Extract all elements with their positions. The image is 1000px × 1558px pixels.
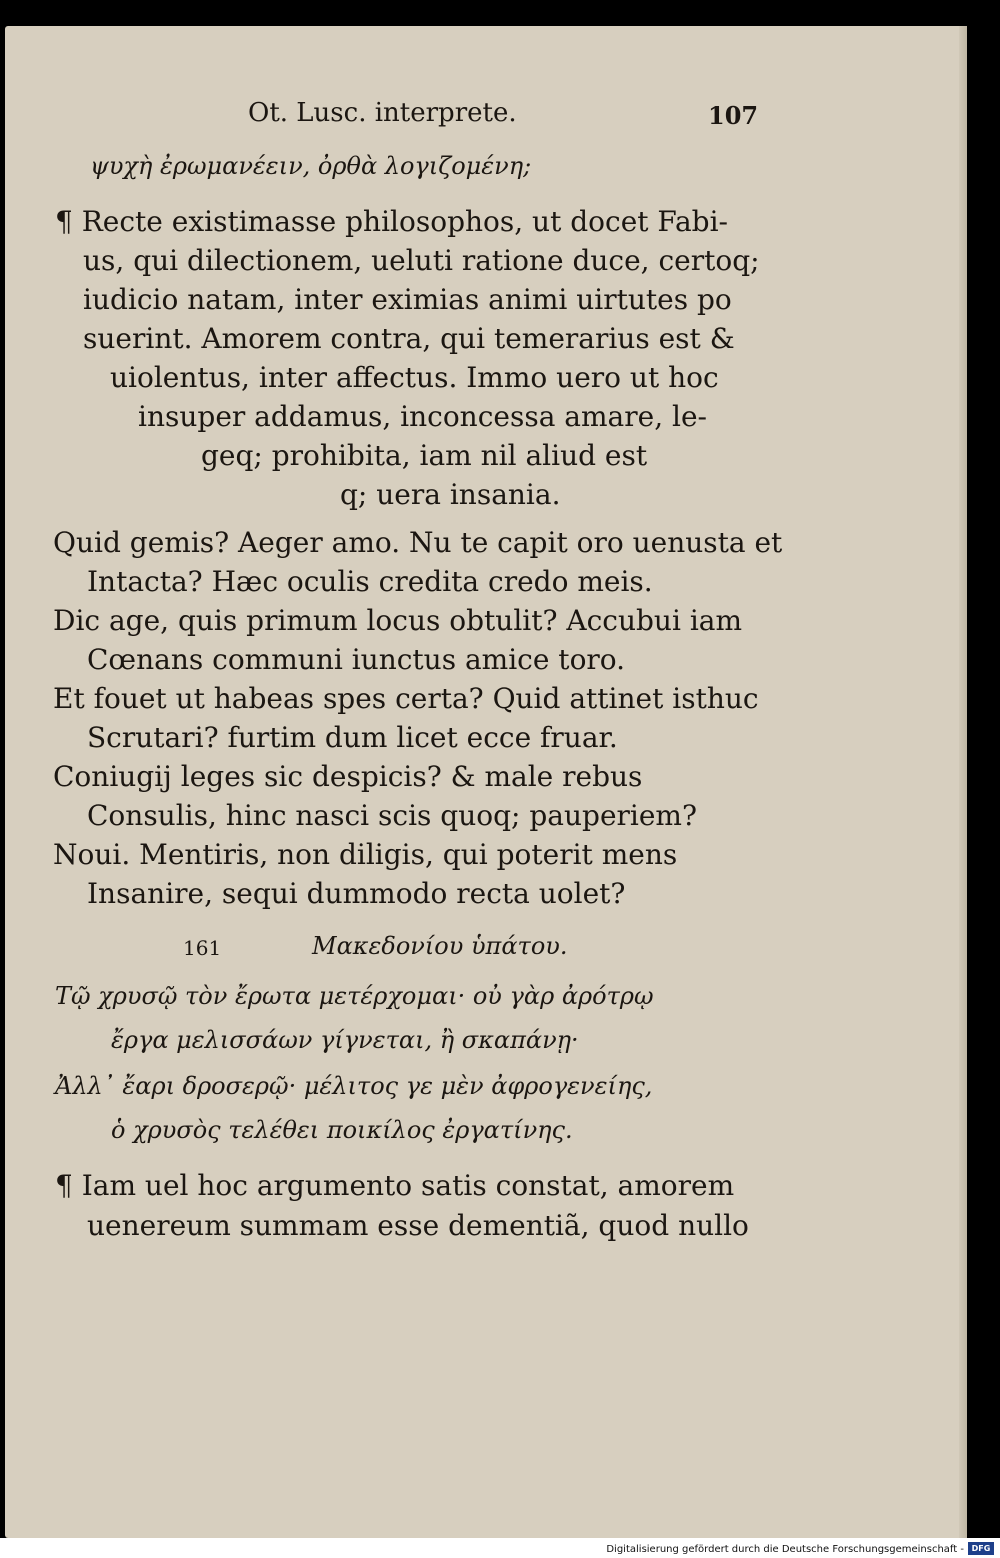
poem-line: Cœnans communi iunctus amice toro. (87, 643, 626, 676)
poem-line: Noui. Mentiris, non diligis, qui poterit mens (53, 838, 678, 871)
page-number: 107 (708, 101, 759, 130)
poem-line: Consulis, hinc nasci scis quoq; pauperiem? (87, 799, 697, 832)
book-page (5, 26, 967, 1538)
paragraph2-line: ¶ Iam uel hoc argumento satis constat, amorem (55, 1169, 735, 1202)
dfg-logo: DFG (968, 1542, 994, 1555)
paragraph1-line: q; uera insania. (340, 478, 561, 511)
epigram-line: Τῷ χρυσῷ τὸν ἔρωτα μετέρχομαι· οὐ γὰρ ἀρότρῳ (55, 982, 654, 1010)
epigram-line: ἔργα μελισσάων γίγνεται, ἢ σκαπάνῃ· (111, 1026, 579, 1054)
poem-line: Scrutari? furtim dum licet ecce fruar. (87, 721, 618, 754)
poem-line: Quid gemis? Aeger amo. Nu te capit oro uenusta et (53, 526, 783, 559)
paragraph1-line: geq; prohibita, iam nil aliud est (201, 439, 648, 472)
paragraph1-line: suerint. Amorem contra, qui temerarius est & (83, 322, 735, 355)
paragraph1-line: uiolentus, inter affectus. Immo uero ut hoc (110, 361, 719, 394)
footer-bar (0, 1538, 1000, 1558)
poem-line: Coniugij leges sic despicis? & male rebus (53, 760, 643, 793)
poem-line: Dic age, quis primum locus obtulit? Accubui iam (53, 604, 743, 637)
poem-line: Intacta? Hæc oculis credita credo meis. (87, 565, 653, 598)
page-edge (959, 26, 967, 1538)
dfg-credit-text: Digitalisierung gefördert durch die Deutsche Forschungsgemeinschaft - (606, 1544, 964, 1555)
paragraph1-line: us, qui dilectionem, ueluti ratione duce, certoq; (83, 244, 760, 277)
epigram-line: Ἀλλ᾽ ἔαρι δροσερῷ· μέλιτος γε μὲν ἀφρογενείης, (55, 1072, 653, 1100)
greek-line-top: ψυχὴ ἐρωμανέειν, ὀρθὰ λογιζομένη; (90, 152, 532, 180)
poem-line: Insanire, sequi dummodo recta uolet? (87, 877, 626, 910)
poem-line: Et fouet ut habeas spes certa? Quid attinet isthuc (53, 682, 759, 715)
epigram-title: Μακεδονίου ὑπάτου. (312, 932, 568, 960)
paragraph1-line: insuper addamus, inconcessa amare, le- (138, 400, 707, 433)
epigram-number: 161 (183, 936, 222, 960)
paragraph1-line: iudicio natam, inter eximias animi uirtutes po (83, 283, 732, 316)
epigram-line: ὁ χρυσὸς τελέθει ποικίλος ἐργατίνης. (111, 1116, 573, 1144)
paragraph1-line: ¶ Recte existimasse philosophos, ut docet Fabi- (55, 205, 728, 238)
running-title: Ot. Lusc. interprete. (248, 98, 517, 128)
paragraph2-line: uenereum summam esse dementiã, quod nullo (87, 1209, 749, 1242)
